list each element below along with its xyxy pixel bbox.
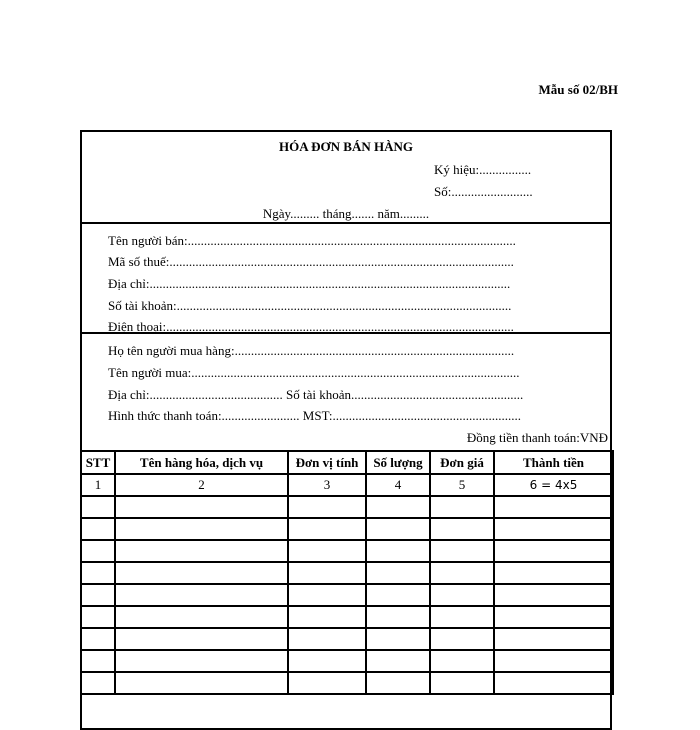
empty-cell[interactable] <box>115 650 288 672</box>
empty-cell[interactable] <box>494 540 613 562</box>
col-header-unit-price: Đơn giá <box>430 451 494 474</box>
empty-cell[interactable] <box>430 584 494 606</box>
index-cell: 4 <box>366 474 430 496</box>
empty-cell[interactable] <box>288 518 366 540</box>
column-index-row <box>81 474 613 496</box>
empty-cell[interactable] <box>430 606 494 628</box>
col-header-stt: STT <box>81 451 115 474</box>
index-cell: 1 <box>81 474 115 496</box>
invoice-title: HÓA ĐƠN BÁN HÀNG <box>279 139 413 154</box>
table-row <box>81 672 613 694</box>
invoice-date: Ngày......... tháng....... năm......... <box>262 206 430 221</box>
seller-tax-code: Mã số thuế:.......................................................................................................... <box>108 254 514 269</box>
empty-cell[interactable] <box>288 584 366 606</box>
table-header-row <box>81 451 613 474</box>
empty-cell[interactable] <box>115 518 288 540</box>
empty-cell[interactable] <box>430 496 494 518</box>
empty-cell[interactable] <box>430 518 494 540</box>
empty-cell[interactable] <box>366 518 430 540</box>
empty-cell[interactable] <box>81 540 115 562</box>
index-cell: 6 = 4x5 <box>494 474 613 496</box>
col-header-amount: Thành tiền <box>494 451 613 474</box>
empty-cell[interactable] <box>115 496 288 518</box>
table-row <box>81 628 613 650</box>
buyer-fullname: Họ tên người mua hàng:...................................................................................... <box>108 343 515 358</box>
empty-cell[interactable] <box>115 606 288 628</box>
empty-cell[interactable] <box>430 562 494 584</box>
table-row <box>81 584 613 606</box>
invoice-form <box>80 130 612 730</box>
table-row <box>81 540 613 562</box>
empty-cell[interactable] <box>81 672 115 694</box>
empty-cell[interactable] <box>494 518 613 540</box>
empty-cell[interactable] <box>494 672 613 694</box>
buyer-address-account: Địa chỉ:......................................... Số tài khoản..................................................... <box>108 387 524 402</box>
table-row <box>81 650 613 672</box>
empty-cell[interactable] <box>81 518 115 540</box>
table-row <box>81 562 613 584</box>
empty-cell[interactable] <box>430 650 494 672</box>
empty-cell[interactable] <box>81 496 115 518</box>
empty-cell[interactable] <box>494 584 613 606</box>
buyer-section <box>82 334 610 450</box>
empty-cell[interactable] <box>288 672 366 694</box>
buyer-name: Tên người mua:..................................................................................................... <box>108 365 520 380</box>
empty-cell[interactable] <box>366 496 430 518</box>
table-row <box>81 496 613 518</box>
empty-cell[interactable] <box>115 672 288 694</box>
empty-cell[interactable] <box>115 584 288 606</box>
empty-cell[interactable] <box>430 672 494 694</box>
empty-cell[interactable] <box>288 562 366 584</box>
empty-cell[interactable] <box>366 540 430 562</box>
empty-cell[interactable] <box>366 584 430 606</box>
empty-cell[interactable] <box>81 562 115 584</box>
empty-cell[interactable] <box>288 650 366 672</box>
index-cell: 3 <box>288 474 366 496</box>
index-cell: 5 <box>430 474 494 496</box>
empty-cell[interactable] <box>288 496 366 518</box>
seller-phone: Điện thoại:........................................................................................................... <box>108 319 514 334</box>
seller-name: Tên người bán:..................................................................................................... <box>108 233 516 248</box>
empty-cell[interactable] <box>366 672 430 694</box>
seller-section <box>82 224 610 334</box>
payment-currency: Đồng tiền thanh toán:VNĐ <box>466 430 608 445</box>
empty-cell[interactable] <box>366 628 430 650</box>
empty-cell[interactable] <box>81 650 115 672</box>
col-header-unit: Đơn vị tính <box>288 451 366 474</box>
empty-cell[interactable] <box>366 606 430 628</box>
invoice-number: Số:......................... <box>434 184 533 199</box>
empty-cell[interactable] <box>366 650 430 672</box>
empty-cell[interactable] <box>288 628 366 650</box>
empty-cell[interactable] <box>81 606 115 628</box>
empty-cell[interactable] <box>494 562 613 584</box>
empty-cell[interactable] <box>288 606 366 628</box>
empty-cell[interactable] <box>494 496 613 518</box>
invoice-symbol: Ký hiệu:................ <box>434 162 532 177</box>
empty-cell[interactable] <box>494 628 613 650</box>
empty-cell[interactable] <box>115 540 288 562</box>
empty-cell[interactable] <box>430 628 494 650</box>
col-header-quantity: Số lượng <box>366 451 430 474</box>
col-header-item-name: Tên hàng hóa, dịch vụ <box>115 451 288 474</box>
empty-cell[interactable] <box>288 540 366 562</box>
payment-method-mst: Hình thức thanh toán:........................ MST:.......................................................... <box>108 408 521 423</box>
items-table <box>80 450 614 695</box>
seller-account: Số tài khoản:....................................................................................................... <box>108 298 512 313</box>
empty-cell[interactable] <box>81 584 115 606</box>
empty-cell[interactable] <box>494 650 613 672</box>
index-cell: 2 <box>115 474 288 496</box>
table-row <box>81 606 613 628</box>
empty-cell[interactable] <box>494 606 613 628</box>
table-row <box>81 518 613 540</box>
invoice-header <box>82 132 610 224</box>
empty-cell[interactable] <box>115 562 288 584</box>
empty-cell[interactable] <box>366 562 430 584</box>
empty-cell[interactable] <box>115 628 288 650</box>
empty-cell[interactable] <box>81 628 115 650</box>
form-code: Mẫu số 02/BH <box>538 82 618 97</box>
seller-address: Địa chỉ:............................................................................................................... <box>108 276 511 291</box>
empty-cell[interactable] <box>430 540 494 562</box>
